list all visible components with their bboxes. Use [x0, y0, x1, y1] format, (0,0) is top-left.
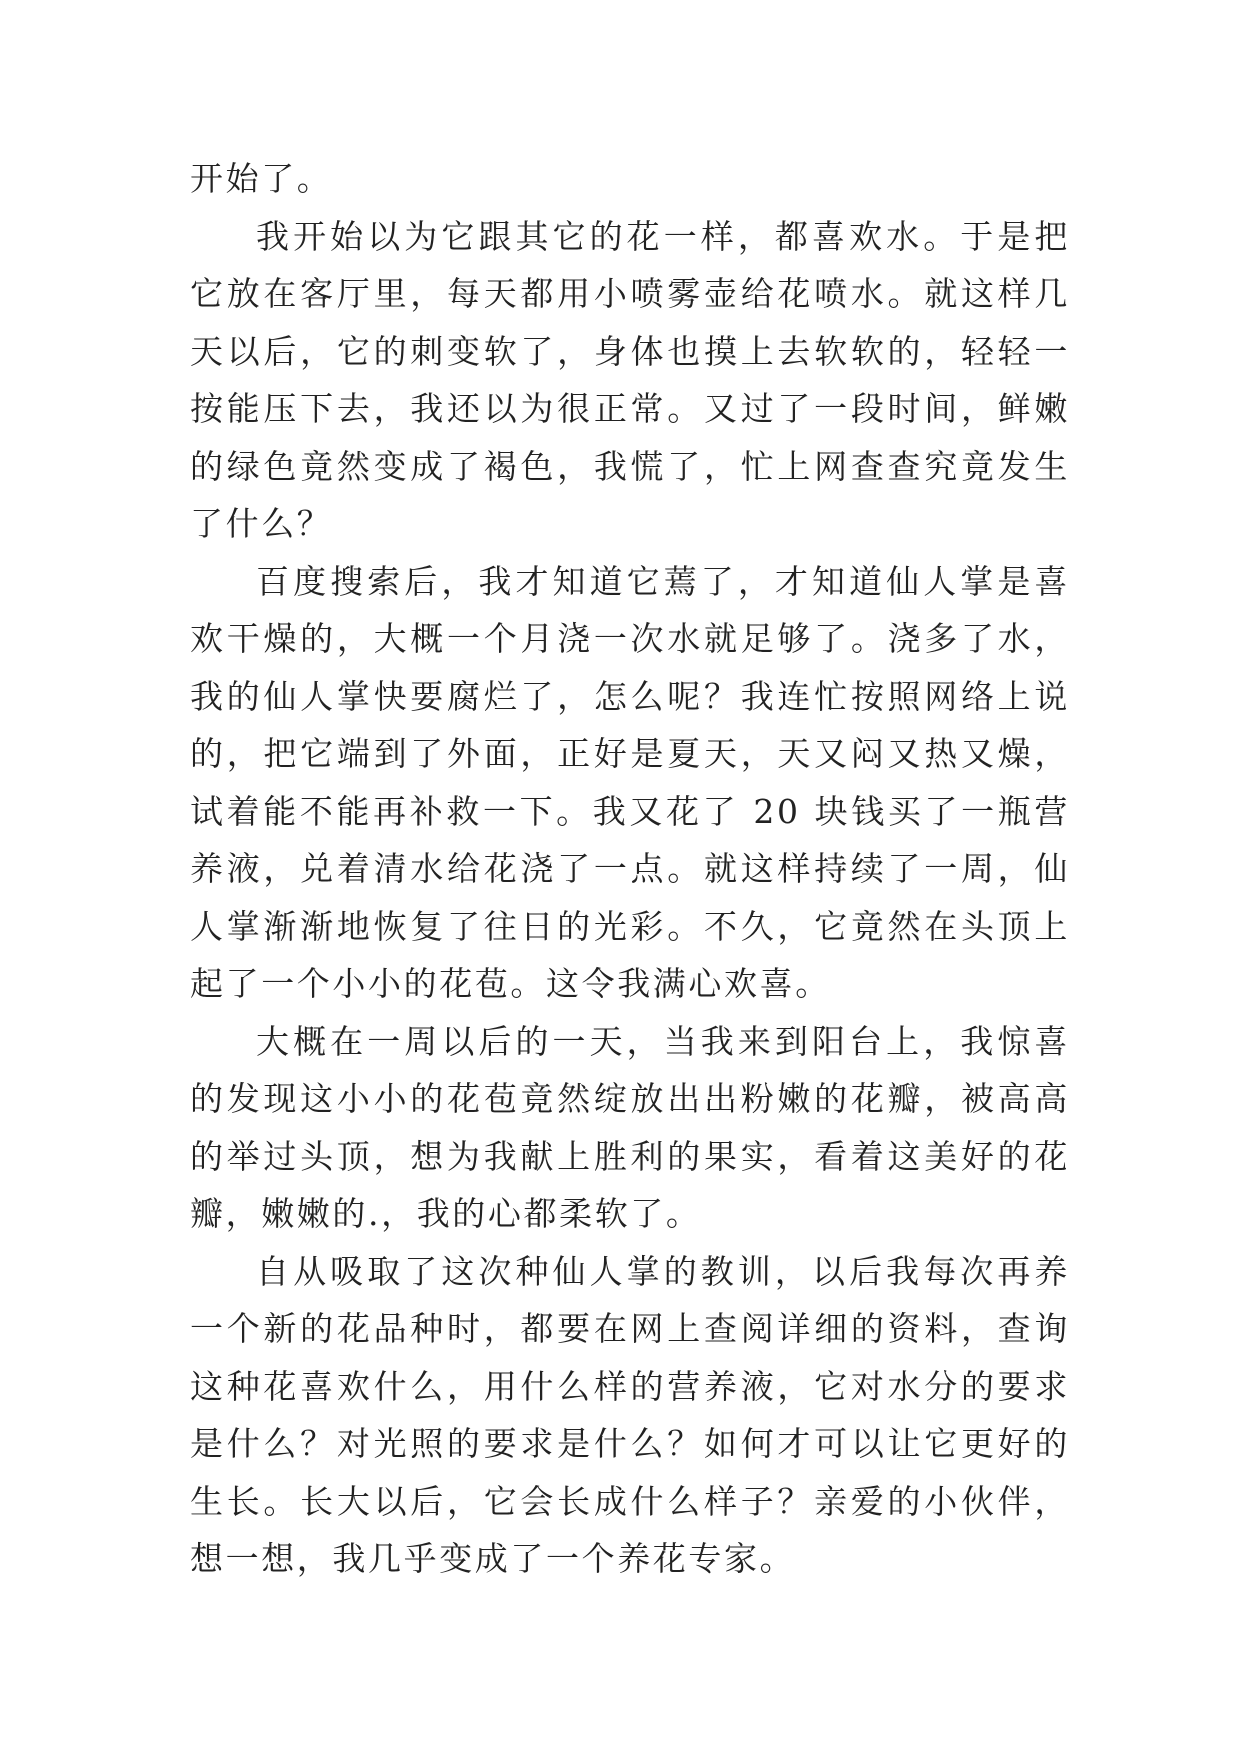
paragraph-2: 我开始以为它跟其它的花一样，都喜欢水。于是把它放在客厅里，每天都用小喷雾壶给花喷水。就这样几天以后，它的刺变软了，身体也摸上去软软的，轻轻一按能压下去，我还以为很正常。又过了一段时间，鲜嫩的绿色竟然变成了褐色，我慌了，忙上网查查究竟发生了什么？: [190, 216, 1070, 543]
paragraph-3: 百度搜索后，我才知道它蔫了，才知道仙人掌是喜欢干燥的，大概一个月浇一次水就足够了。浇多了水，我的仙人掌快要腐烂了，怎么呢？我连忙按照网络上说的，把它端到了外面，正好是夏天，天又闷又热又燥，试着能不能再补救一下。我又花了 20 块钱买了一瓶营养液，兑着清水给花浇了一点。就这样持续了一周，仙人掌渐渐地恢复了往日的光彩。不久，它竟然在头顶上起了一个小小的花苞。这令我满心欢喜。: [190, 561, 1070, 1003]
paragraph-1: 开始了。: [190, 159, 333, 198]
paragraph-5: 自从吸取了这次种仙人掌的教训，以后我每次再养一个新的花品种时，都要在网上查阅详细的资料，查询这种花喜欢什么，用什么样的营养液，它对水分的要求是什么？对光照的要求是什么？如何才可以让它更好的生长。长大以后，它会长成什么样子？亲爱的小伙伴，想一想，我几乎变成了一个养花专家。: [190, 1251, 1070, 1578]
paragraph-4: 大概在一周以后的一天，当我来到阳台上，我惊喜的发现这小小的花苞竟然绽放出出粉嫩的花瓣，被高高的举过头顶，想为我献上胜利的果实，看着这美好的花瓣，嫩嫩的.，我的心都柔软了。: [190, 1021, 1070, 1233]
document-body: [190, 150, 1070, 1588]
